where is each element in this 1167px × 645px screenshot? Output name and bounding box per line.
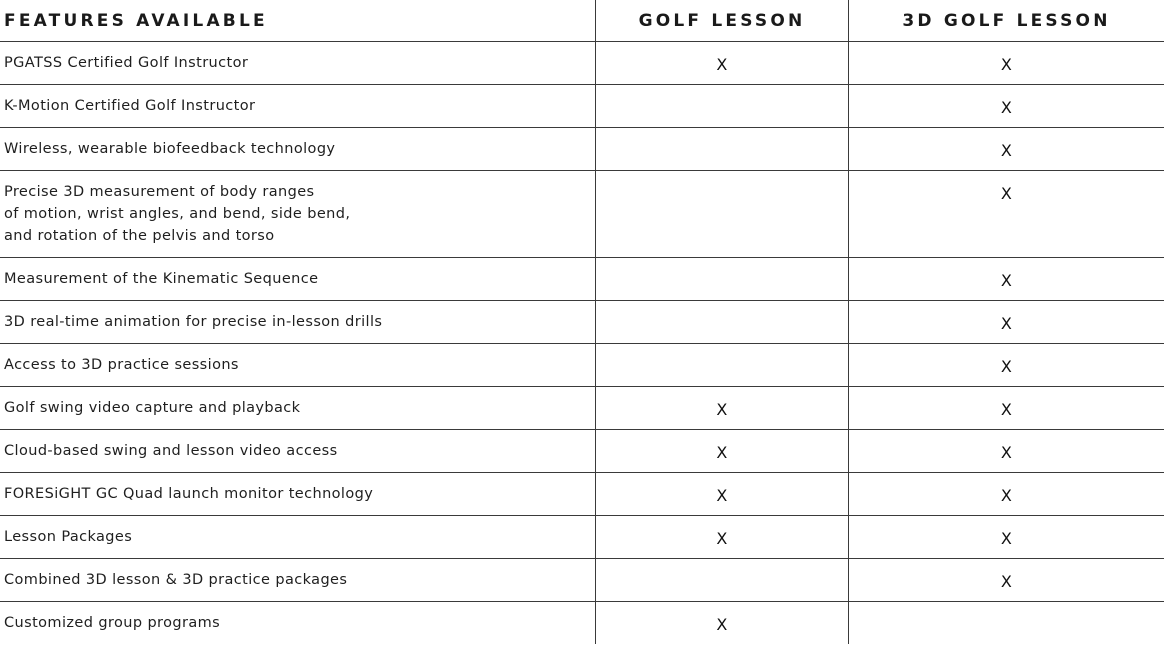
- 3d-golf-lesson-mark: X: [1000, 486, 1013, 505]
- header-3d-golf-lesson: 3D GOLF LESSON: [902, 10, 1111, 31]
- feature-name: Golf swing video capture and playback: [4, 400, 301, 416]
- golf-lesson-mark: [595, 128, 848, 170]
- feature-name: Precise 3D measurement of body ranges of motion, wrist angles, and bend, side bend, and rotation of the pelvis and torso: [4, 184, 351, 244]
- feature-name: Wireless, wearable biofeedback technology: [4, 141, 336, 157]
- table-row: [0, 473, 1164, 516]
- table-row: [0, 430, 1164, 473]
- table-row: [0, 602, 1164, 645]
- table-row: [0, 516, 1164, 559]
- 3d-golf-lesson-mark: [848, 602, 1164, 645]
- feature-name: Customized group programs: [4, 615, 221, 631]
- feature-name: Cloud-based swing and lesson video access: [4, 443, 338, 459]
- table-row: [0, 344, 1164, 387]
- golf-lesson-mark: [595, 85, 848, 127]
- feature-name: Lesson Packages: [4, 529, 133, 545]
- feature-name: 3D real-time animation for precise in-lesson drills: [4, 314, 383, 330]
- golf-lesson-mark: [595, 171, 848, 257]
- golf-lesson-mark: X: [716, 529, 728, 548]
- feature-name: Access to 3D practice sessions: [4, 357, 239, 373]
- feature-name: PGATSS Certified Golf Instructor: [4, 55, 249, 71]
- golf-lesson-mark: [595, 559, 848, 601]
- feature-name: FORESiGHT GC Quad launch monitor technology: [4, 486, 374, 502]
- feature-name: Combined 3D lesson & 3D practice packages: [4, 572, 348, 588]
- 3d-golf-lesson-mark: X: [1000, 184, 1013, 203]
- table-row: [0, 128, 1164, 171]
- header-features-available: FEATURES AVAILABLE: [4, 10, 268, 31]
- 3d-golf-lesson-mark: X: [1000, 98, 1013, 117]
- 3d-golf-lesson-mark: X: [1000, 271, 1013, 290]
- table-row: [0, 171, 1164, 258]
- table-row: [0, 85, 1164, 128]
- golf-lesson-mark: X: [716, 55, 728, 74]
- golf-lesson-mark: X: [716, 486, 728, 505]
- golf-lesson-mark: [595, 301, 848, 343]
- table-row: [0, 301, 1164, 344]
- table-row: [0, 258, 1164, 301]
- table-row: [0, 559, 1164, 602]
- golf-lesson-mark: [595, 344, 848, 386]
- table-row: [0, 387, 1164, 430]
- golf-lesson-mark: X: [716, 615, 728, 634]
- 3d-golf-lesson-mark: X: [1000, 55, 1013, 74]
- 3d-golf-lesson-mark: X: [1000, 357, 1013, 376]
- golf-lesson-mark: X: [716, 443, 728, 462]
- 3d-golf-lesson-mark: X: [1000, 443, 1013, 462]
- golf-lesson-mark: X: [716, 400, 728, 419]
- 3d-golf-lesson-mark: X: [1000, 400, 1013, 419]
- feature-name: Measurement of the Kinematic Sequence: [4, 271, 319, 287]
- table-row: [0, 42, 1164, 85]
- 3d-golf-lesson-mark: X: [1000, 572, 1013, 591]
- 3d-golf-lesson-mark: X: [1000, 141, 1013, 160]
- golf-lesson-mark: [595, 258, 848, 300]
- header-golf-lesson: GOLF LESSON: [638, 10, 806, 31]
- feature-name: K-Motion Certified Golf Instructor: [4, 98, 256, 114]
- table-header-row: [0, 0, 1164, 42]
- 3d-golf-lesson-mark: X: [1000, 314, 1013, 333]
- 3d-golf-lesson-mark: X: [1000, 529, 1013, 548]
